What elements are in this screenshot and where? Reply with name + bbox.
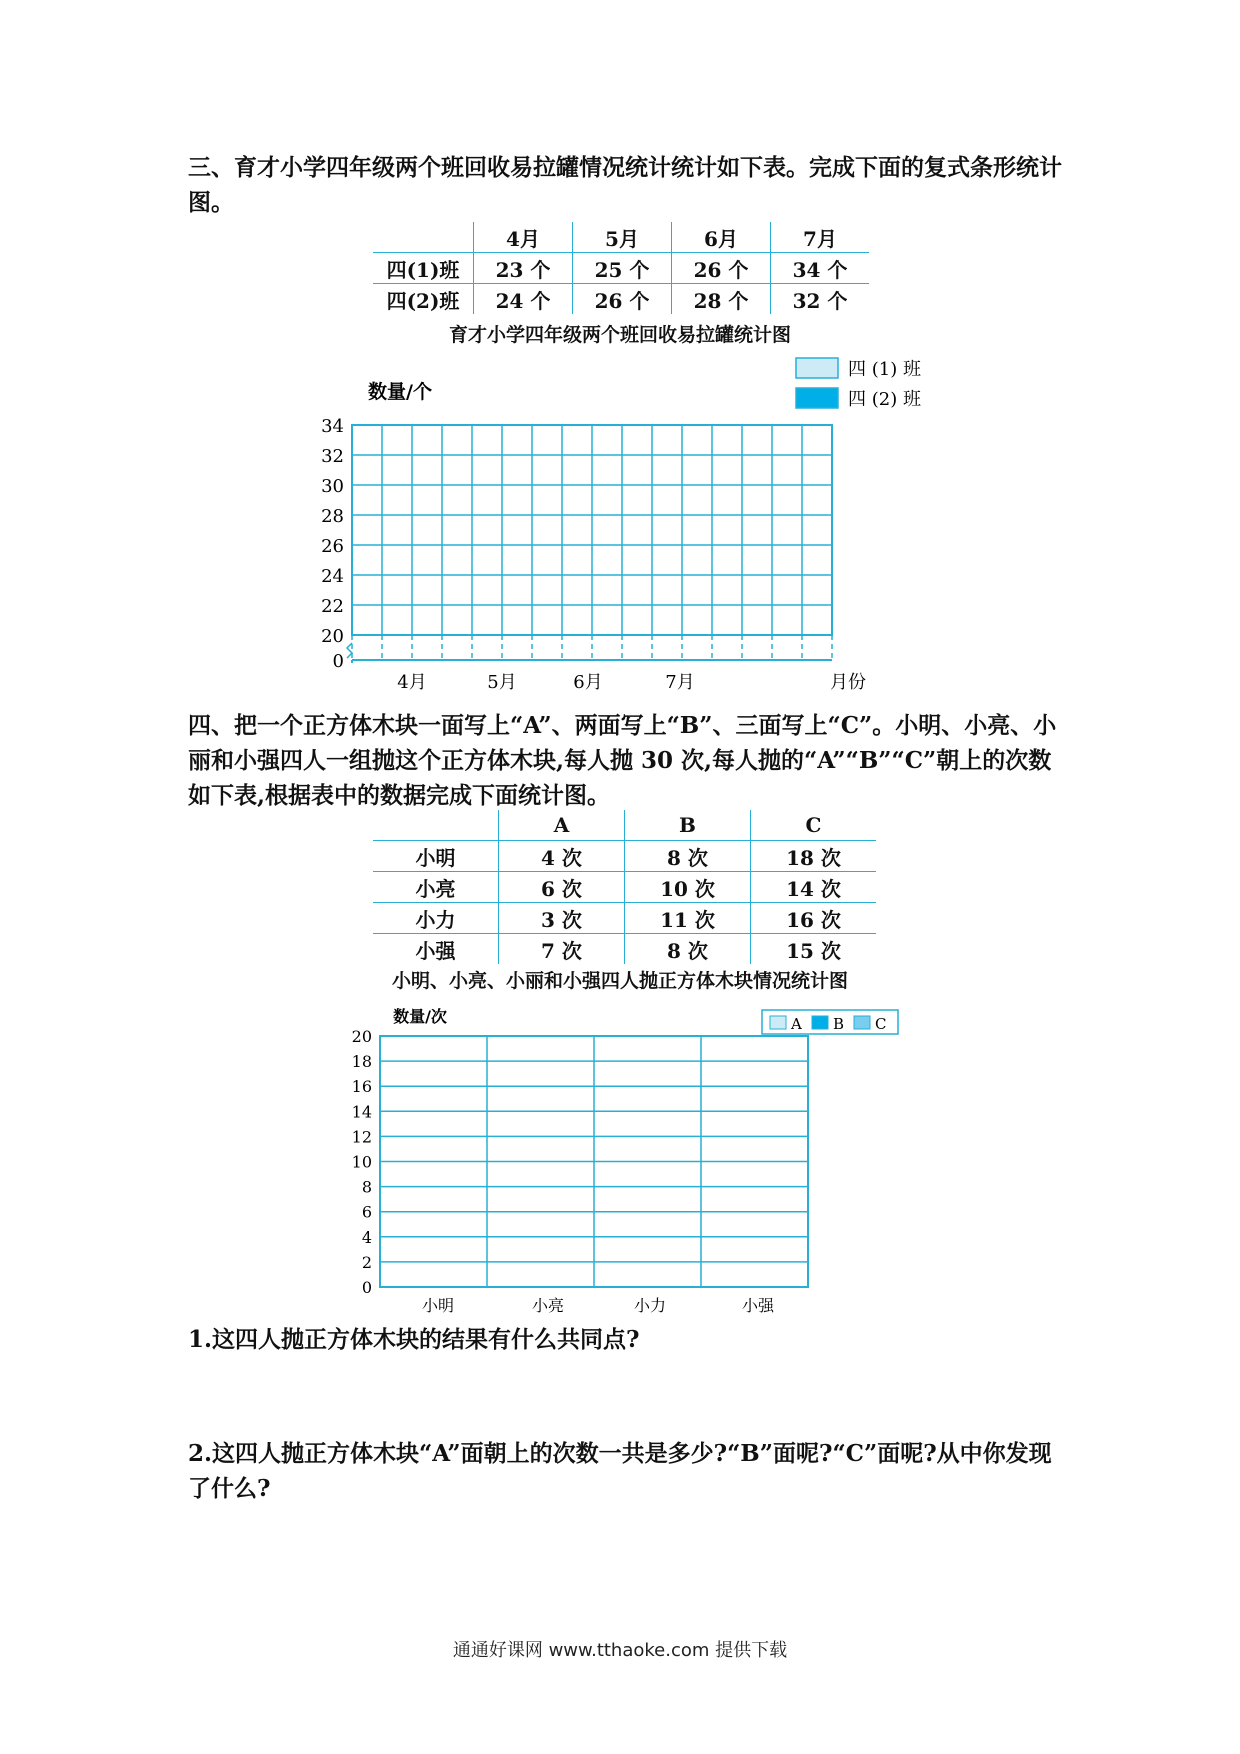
table4-header-cell: C	[751, 810, 877, 841]
table3-header-cell: 5月	[573, 222, 672, 253]
table4-cell: 8 次	[625, 841, 751, 872]
table4-cell: 18 次	[751, 841, 877, 872]
chart2-y-tick-label: 12	[351, 1127, 372, 1147]
table3-cell: 26 个	[573, 284, 672, 315]
table4-cell: 16 次	[751, 903, 877, 934]
chart2-y-tick-label: 14	[351, 1102, 372, 1122]
chart1-legend-swatch	[796, 358, 838, 378]
table4-cell: 小力	[373, 903, 499, 934]
footer-source: 通通好课网 www.tthaoke.com 提供下载	[452, 1640, 788, 1661]
chart2-y-tick-label: 20	[351, 1027, 372, 1046]
question-2: 2.这四人抛正方体木块“A”面朝上的次数一共是多少?“B”面呢?“C”面呢?从中你发现了什么?	[188, 1440, 1052, 1502]
table3-cell: 28 个	[672, 284, 771, 315]
table3-header-cell: 6月	[672, 222, 771, 253]
table4-cell: 15 次	[751, 934, 877, 965]
chart1-x-tick-label: 5月	[487, 672, 517, 693]
table3-cell: 24 个	[474, 284, 573, 315]
table3-header-cell: 7月	[771, 222, 870, 253]
chart1-y-tick-label: 20	[321, 626, 344, 647]
chart1-y-tick-label: 26	[321, 536, 344, 557]
table4-cell: 6 次	[499, 872, 625, 903]
chart2-y-tick-label: 0	[361, 1278, 372, 1297]
table3-header-cell: 4月	[474, 222, 573, 253]
chart2-cube-throws	[0, 990, 1240, 1330]
chart2-x-tick-label: 小力	[633, 1296, 667, 1315]
table4-cell: 10 次	[625, 872, 751, 903]
chart1-y-tick-label: 24	[321, 566, 344, 587]
chart1-x-tick-label: 4月	[397, 672, 427, 693]
table4-row	[373, 872, 876, 903]
chart2-y-axis-label: 数量/次	[393, 1007, 447, 1026]
section3-heading: 三、育才小学四年级两个班回收易拉罐情况统计统计如下表。完成下面的复式条形统计图。	[188, 154, 1062, 216]
chart2-legend-label: B	[833, 1015, 845, 1033]
table4-header-cell: B	[625, 810, 751, 841]
chart1-y-tick-label: 32	[321, 446, 344, 467]
table4-cell: 7 次	[499, 934, 625, 965]
table4-cell: 小强	[415, 938, 456, 963]
table3-cell: 32 个	[771, 284, 870, 315]
table3-cell: 23 个	[474, 253, 573, 284]
chart1-y-tick-label: 28	[321, 506, 344, 527]
chart1-y-tick-label: 34	[321, 416, 344, 437]
table3-cell: 34 个	[771, 253, 870, 284]
chart2-y-tick-label: 10	[351, 1152, 372, 1172]
table4-header-cell	[373, 810, 499, 841]
chart1-x-tick-label: 7月	[665, 672, 695, 693]
chart2-x-tick-label: 小明	[421, 1296, 455, 1315]
table4-cell: 小明	[373, 841, 499, 872]
chart1-recycling-cans	[0, 0, 1240, 700]
table4-cell: 4 次	[499, 841, 625, 872]
question-1: 1.这四人抛正方体木块的结果有什么共同点?	[188, 1326, 640, 1353]
chart1-x-tick-label: 6月	[573, 672, 603, 693]
table3-cell: 26 个	[672, 253, 771, 284]
table4-row	[373, 934, 876, 965]
chart2-x-tick-label: 小亮	[531, 1296, 565, 1315]
section3-chart-title: 育才小学四年级两个班回收易拉罐统计图	[448, 324, 791, 346]
table4-cell: 14 次	[751, 872, 877, 903]
chart1-x-axis-label: 月份	[830, 672, 866, 693]
section4-chart-title: 小明、小亮、小丽和小强四人抛正方体木块情况统计图	[391, 970, 848, 992]
chart1-legend-label: 四 (2) 班	[848, 389, 921, 410]
table4-cell: 小亮	[373, 872, 499, 903]
table4-header-cell: A	[499, 810, 625, 841]
section4-data-table	[373, 810, 876, 964]
chart2-y-tick-label: 2	[361, 1252, 372, 1272]
table4-cell: 11 次	[625, 903, 751, 934]
table4-cell: 3 次	[499, 903, 625, 934]
chart1-y-tick-label: 0	[332, 651, 344, 672]
chart2-legend-swatch	[812, 1016, 828, 1029]
table4-cell: 8 次	[625, 934, 751, 965]
chart2-legend-swatch	[854, 1016, 870, 1029]
table4-row	[373, 903, 876, 934]
chart2-x-tick-label: 小强	[741, 1296, 775, 1315]
chart1-y-tick-label: 30	[321, 476, 344, 497]
chart2-y-tick-label: 6	[361, 1202, 372, 1222]
chart2-y-tick-label: 18	[351, 1052, 372, 1072]
chart2-legend-swatch	[770, 1016, 786, 1029]
chart1-legend-swatch	[796, 388, 838, 408]
chart2-legend-label: C	[875, 1015, 887, 1033]
section4-heading: 四、把一个正方体木块一面写上“A”、两面写上“B”、三面写上“C”。小明、小亮、小丽和小强四人一组抛这个正方体木块,每人抛 30 次,每人抛的“A”“B”“C”朝上的次数如下表,根据表中的数据完成下面统计图。	[188, 712, 1057, 809]
chart2-y-tick-label: 8	[361, 1177, 372, 1197]
chart1-y-axis-label: 数量/个	[368, 381, 432, 403]
chart2-y-tick-label: 4	[361, 1227, 372, 1247]
table3-cell: 四(1)班	[373, 253, 474, 284]
chart2-legend-label: A	[791, 1015, 802, 1033]
table4-row	[373, 810, 876, 841]
table3-cell: 25 个	[573, 253, 672, 284]
chart1-y-tick-label: 22	[321, 596, 344, 617]
table4-row	[373, 841, 876, 872]
table3-cell: 四(2)班	[386, 288, 460, 313]
chart2-y-tick-label: 16	[351, 1077, 372, 1097]
chart1-legend-label: 四 (1) 班	[848, 359, 921, 380]
